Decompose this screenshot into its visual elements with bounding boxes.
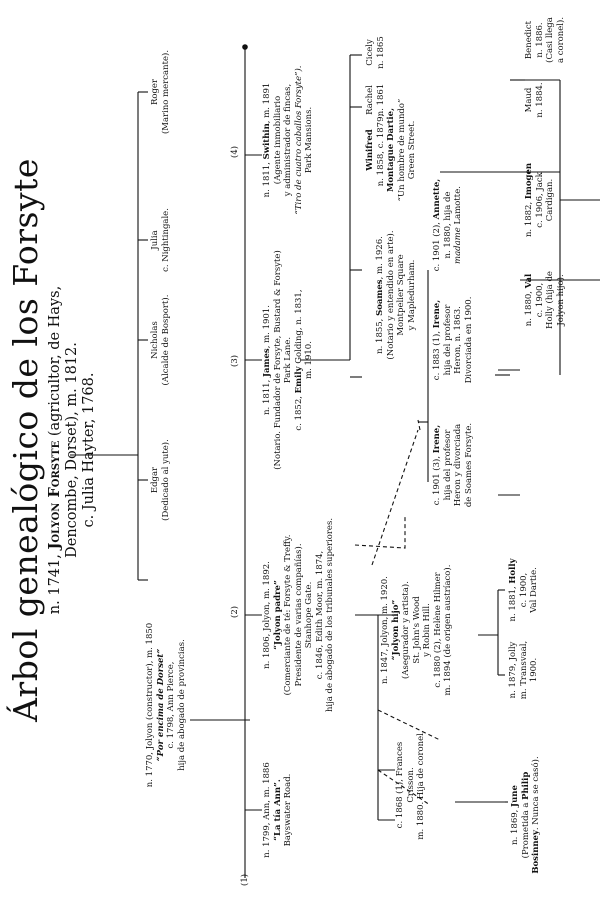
person-roger: Roger (Marino mercante). [150,49,171,135]
person-jolyon-sr: n. 1770, Jolyon (constructor), m. 1850 “Por encima de Dorset” c. 1798, Ann Pierce, hija de abogado de provincias. [145,622,187,788]
person-jolyon-hijo: n. 1847, Jolyon, m. 1920. “Jolyon hijo” (Asegurador y artista). St. John's Wood y Robin Hill. c. 1880 (2), Helène Hilmer m. 1894 (de origen austríaco). [380,564,453,696]
person-maud: Maud n. 1884. [524,82,545,118]
person-irene-third: c. 1901 (3), Irene, hija del profesor Heron y divorciada de Soames Forsyte. [432,422,474,508]
person-val: n. 1880, Val c. 1900, Holly (hija de Jolyon hijo). [524,271,566,329]
person-annette: c. 1901 (2), Annette, n. 1880, hija de madame Lamotte. [432,178,463,272]
marker-1: (1) [240,873,250,886]
person-soames: n. 1855, Soames, m. 1926. (Notario y entendido en arte). Montpelier Square y Mapledurham. [375,230,417,360]
marker-2: (2) [230,605,240,618]
person-cicely: Cicely n. 1865 [365,36,386,69]
person-jolyon-padre: n. 1806, Jolyon, m. 1892. “Jolyon padre” (Comerciante de té: Forsyte & Treffy. Presidente de varias compañías). Stanhope Gate. c. 1846, Edith Moor, m. 1874, hija de abogado de los tribunales superiores. [262,517,335,713]
person-james: n. 1811, James, m. 1901. (Notario. Fundador de Forsyte, Bustard & Forsyte) Park Lane. c. 1852, Emily Golding, n. 1831, m. 1910. [262,250,314,470]
person-nicholas: Nicholas (Alcalde de Bosport). [150,294,171,386]
person-winifred: Winifred n. 1858, c. 1879, Montague Dartie, “Un hombre de mundo” Green Street. [365,98,417,202]
person-frances: c. 1868 (1), Frances Crisson. m. 1880. Hija de coronel. [395,730,426,840]
person-ann: n. 1799, Ann, m. 1886 “La tía Ann”. Bayswater Road. [262,762,293,858]
page-title: Árbol genealógico de los Forsyte [6,158,45,722]
person-julia: Julia c. Nightingale. [150,208,171,272]
person-holly: n. 1881, Holly c. 1900, Val Dartie. [508,558,539,622]
person-irene-first: c. 1883 (1), Irene, hija del profesor Heron, n. 1863. Divorciada en 1900. [432,296,474,384]
person-edgar: Edgar (Dedicado al yute). [150,439,171,521]
marker-4: (4) [230,145,240,158]
root-ancestor: n. 1741, Jolyon Forsyte (agricultor, de Hays, Dencombe, Dorset), m. 1812. c. Julia Hayter, 1768. [46,285,97,615]
person-swithin: n. 1811, Swithin, m. 1891 (Agente inmobiliario y administrador de fincas, “Tiro de cuatro caballos Forsyte”). Park Mansions. [262,65,314,215]
marker-3: (3) [230,354,240,367]
person-june: n. 1869, June (Prometida a Philip Bosinney. Nunca se casó). [510,756,541,874]
person-jolly: n. 1879, Jolly m. Transvaal, 1900. [508,640,539,700]
person-imogen: n. 1882, Imogen c. 1906, Jack Cardigan. [524,162,555,238]
person-benedict: Benedict n. 1886. (Casi llega a coronel). [524,16,566,64]
person-rachel: Rachel n. 1861 [365,83,386,117]
